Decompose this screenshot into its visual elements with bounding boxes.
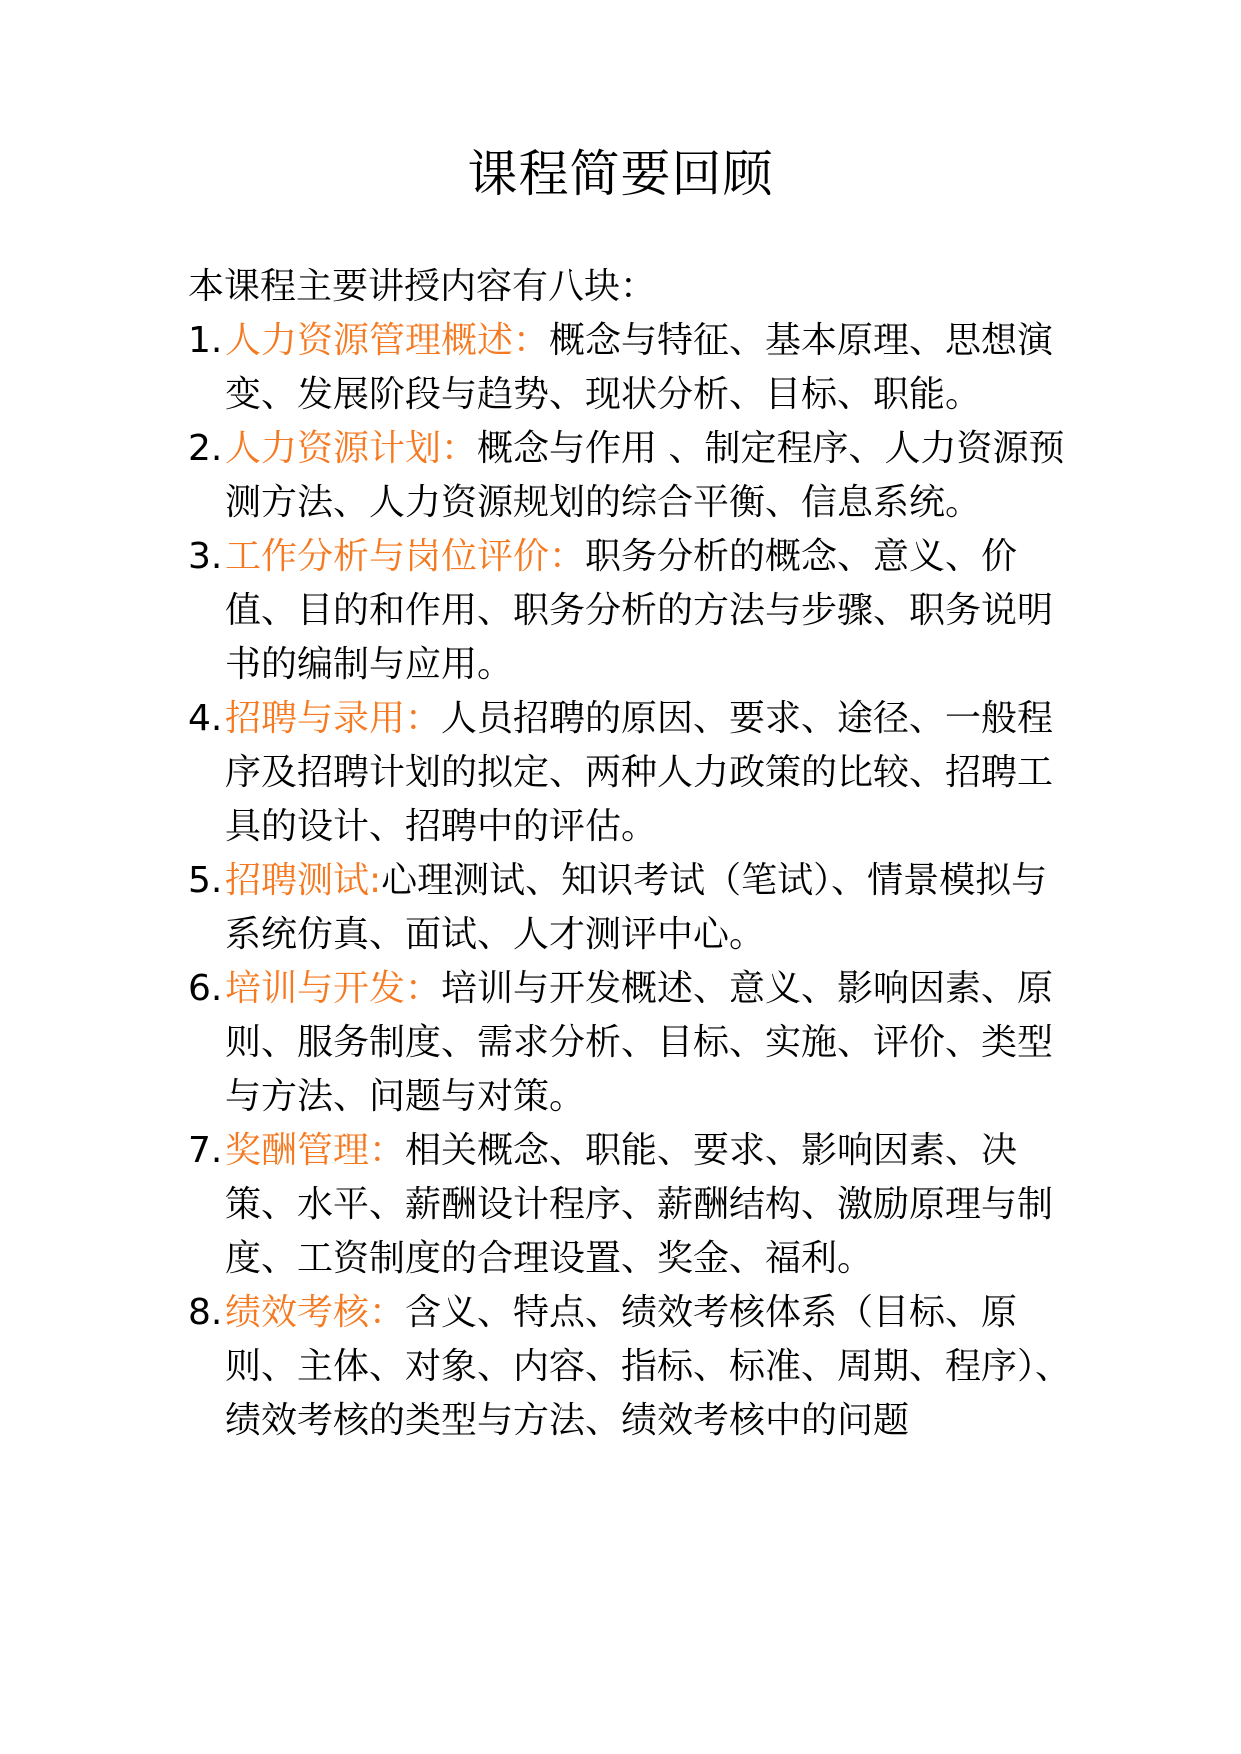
list-item-1 <box>188 314 1078 422</box>
list-item-8 <box>188 1286 1078 1448</box>
course-content <box>188 260 1078 1448</box>
item-heading: 人力资源管理概述： <box>225 320 550 361</box>
item-number: 1. <box>188 320 223 361</box>
item-body: 相关概念、职能、要求、影响因素、决策、水平、薪酬设计程序、薪酬结构、激励原理与制度、工资制度的合理设置、奖金、福利。 <box>225 1130 1054 1279</box>
list-item-7 <box>188 1124 1078 1286</box>
item-body: 概念与作用 、制定程序、人力资源预测方法、人力资源规划的综合平衡、信息系统。 <box>225 428 1065 523</box>
item-heading: 招聘测试: <box>225 860 382 901</box>
item-number: 2. <box>188 428 223 469</box>
item-heading: 培训与开发： <box>225 968 442 1009</box>
item-heading: 奖酬管理： <box>225 1130 406 1171</box>
item-body: 人员招聘的原因、要求、途径、一般程序及招聘计划的拟定、两种人力政策的比较、招聘工具的设计、招聘中的评估。 <box>225 698 1054 847</box>
page-title: 课程简要回顾 <box>467 145 774 203</box>
item-heading: 工作分析与岗位评价： <box>225 536 586 577</box>
item-body: 含义、特点、绩效考核体系（目标、原则、主体、对象、内容、指标、标准、周期、程序）、绩效考核的类型与方法、绩效考核中的问题 <box>225 1292 1072 1441</box>
item-heading: 绩效考核： <box>225 1292 406 1333</box>
item-number: 5. <box>188 860 223 901</box>
item-body: 培训与开发概述、意义、影响因素、原则、服务制度、需求分析、目标、实施、评价、类型与方法、问题与对策。 <box>225 968 1054 1117</box>
item-body: 心理测试、知识考试（笔试）、情景模拟与系统仿真、面试、人才测评中心。 <box>225 860 1048 955</box>
intro-text: 本课程主要讲授内容有八块： <box>188 266 657 307</box>
item-number: 8. <box>188 1292 223 1333</box>
item-body: 职务分析的概念、意义、价值、目的和作用、职务分析的方法与步骤、职务说明书的编制与应用。 <box>225 536 1054 685</box>
item-number: 6. <box>188 968 223 1009</box>
item-number: 3. <box>188 536 223 577</box>
list-item-4 <box>188 692 1078 854</box>
item-heading: 招聘与录用： <box>225 698 442 739</box>
list-item-3 <box>188 530 1078 692</box>
item-body: 概念与特征、基本原理、思想演变、发展阶段与趋势、现状分析、目标、职能。 <box>225 320 1054 415</box>
item-heading: 人力资源计划： <box>225 428 478 469</box>
item-number: 7. <box>188 1130 223 1171</box>
item-number: 4. <box>188 698 223 739</box>
list-item-5 <box>188 854 1078 962</box>
list-item-6 <box>188 962 1078 1124</box>
list-item-2 <box>188 422 1078 530</box>
